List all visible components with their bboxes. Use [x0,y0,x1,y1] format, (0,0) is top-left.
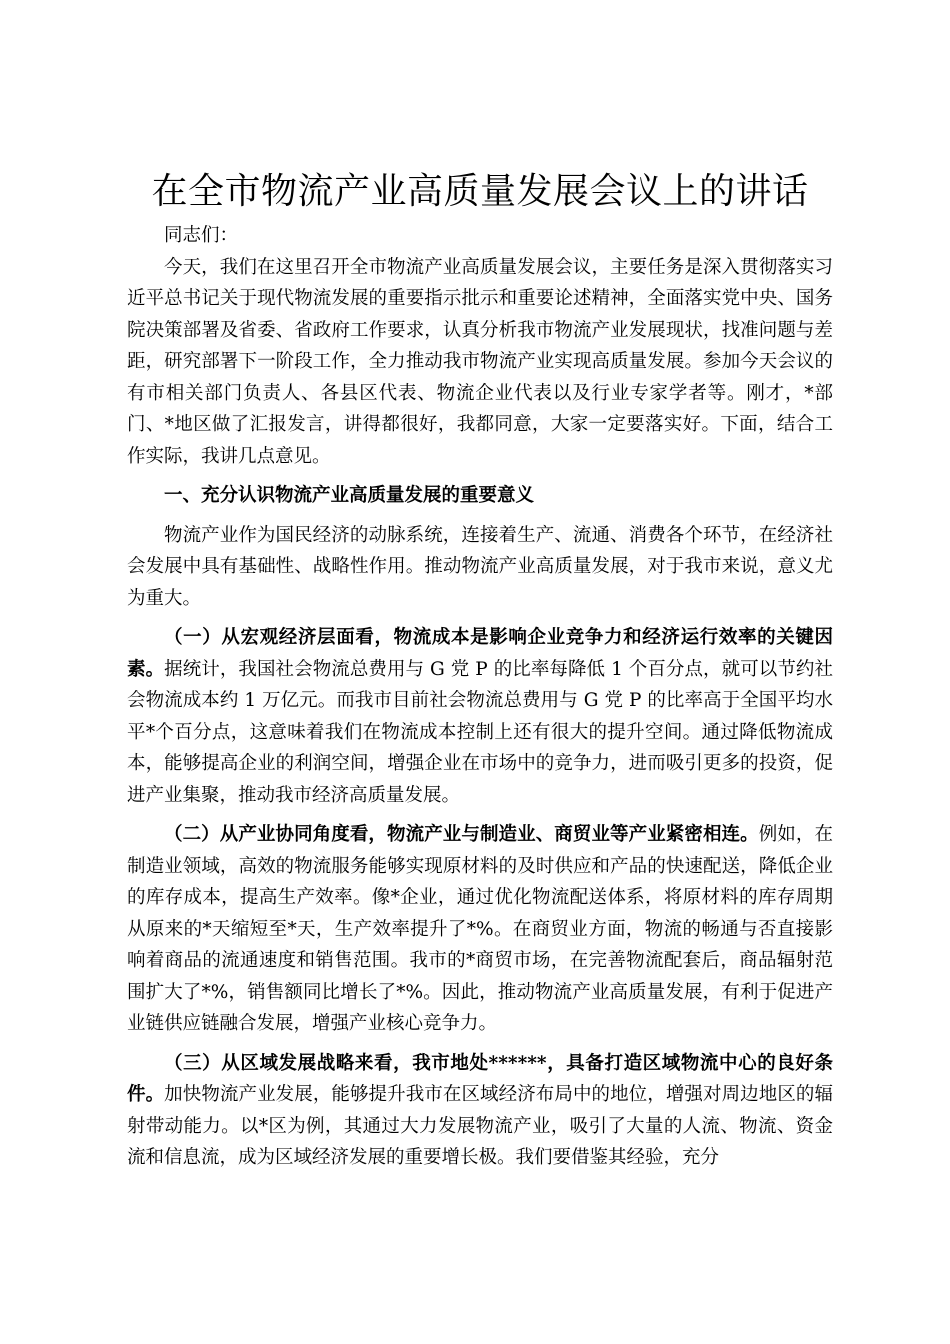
point-3-body: 加快物流产业发展，能够提升我市在区域经济布局中的地位，增强对周边地区的辐射带动能力。以*区为例，其通过大力发展物流产业，吸引了大量的人流、物流、资金流和信息流，成为区域经济发展的重要增长极。我们要借鉴其经验，充分 [127,1084,833,1168]
point-1-lead: （一）从宏观经济层面看，物流成本是影响企业竞争力和经济运行效率的关键因素。 [127,627,833,680]
point-3-lead: （三）从区域发展战略来看，我市地处******，具备打造区域物流中心的良好条件。 [127,1052,833,1105]
intro-paragraph: 今天，我们在这里召开全市物流产业高质量发展会议，主要任务是深入贯彻落实习近平总书记关于现代物流发展的重要指示批示和重要论述精神，全面落实党中央、国务院决策部署及省委、省政府工作要求，认真分析我市物流产业发展现状，找准问题与差距，研究部署下一阶段工作，全力推动我市物流产业实现高质量发展。参加今天会议的有市相关部门负责人、各县区代表、物流企业代表以及行业专家学者等。刚才，*部门、*地区做了汇报发言，讲得都很好，我都同意，大家一定要落实好。下面，结合工作实际，我讲几点意见。 [127,256,833,467]
salutation: 同志们： [164,225,239,246]
point-2-paragraph [127,819,833,1040]
point-3-paragraph [127,1048,833,1174]
document-page [127,170,833,1174]
section1-intro-paragraph: 物流产业作为国民经济的动脉系统，连接着生产、流通、消费各个环节，在经济社会发展中具有基础性、战略性作用。推动物流产业高质量发展，对于我市来说，意义尤为重大。 [127,524,833,609]
point-1-paragraph [127,622,833,811]
point-2-lead: （二）从产业协同角度看，物流产业与制造业、商贸业等产业紧密相连。 [164,824,759,845]
point-1-body: 据统计，我国社会物流总费用与 G 党 P 的比率每降低 1 个百分点，就可以节约社会物流成本约 1 万亿元。而我市目前社会物流总费用与 G 党 P 的比率高于全国平均水平*个百分点，这意味着我们在物流成本控制上还有很大的提升空间。通过降低物流成本，能够提高企业的利润空间，增强企业在市场中的竞争力，进而吸引更多的投资，促进产业集聚，推动我市经济高质量发展。 [127,658,833,806]
document-title: 在全市物流产业高质量发展会议上的讲话 [151,171,809,212]
section-heading-1: 一、充分认识物流产业高质量发展的重要意义 [164,485,535,506]
point-2-body: 例如，在制造业领域，高效的物流服务能够实现原材料的及时供应和产品的快速配送，降低企业的库存成本，提高生产效率。像*企业，通过优化物流配送体系，将原材料的库存周期从原来的*天缩短至*天，生产效率提升了*%。在商贸业方面，物流的畅通与否直接影响着商品的流通速度和销售范围。我市的*商贸市场，在完善物流配套后，商品辐射范围扩大了*%，销售额同比增长了*%。因此，推动物流产业高质量发展，有利于促进产业链供应链融合发展，增强产业核心竞争力。 [127,824,833,1034]
